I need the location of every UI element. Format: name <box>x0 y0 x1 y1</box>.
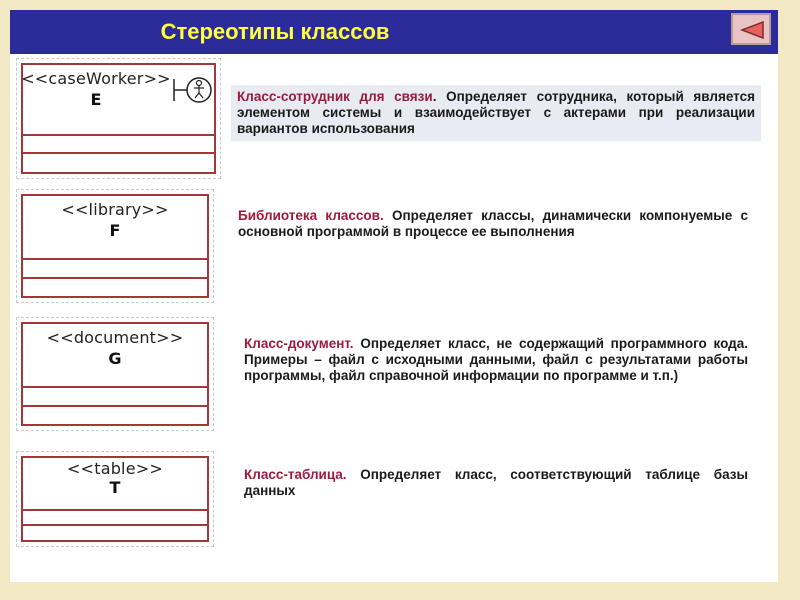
class-name: F <box>109 221 121 240</box>
actor-interface-icon <box>173 73 213 107</box>
description-library <box>238 208 748 240</box>
term-label: Класс-сотрудник для связи <box>237 89 433 104</box>
stereotype-label: <<library>> <box>61 200 169 219</box>
description-caseworker <box>231 85 761 141</box>
stereotype-label: <<table>> <box>67 459 163 478</box>
term-label: Библиотека классов. <box>238 208 384 223</box>
uml-class-library <box>21 194 209 298</box>
uml-class-document <box>21 322 209 426</box>
stereotype-label: <<caseWorker>> <box>21 69 171 88</box>
uml-class-table <box>21 456 209 542</box>
back-button[interactable] <box>731 13 771 45</box>
class-name: T <box>109 478 121 497</box>
slide-title: Стереотипы классов <box>160 19 390 44</box>
description-document <box>244 336 748 384</box>
triangle-left-icon <box>739 20 765 40</box>
title-bar <box>10 10 778 54</box>
description-table <box>244 467 748 499</box>
class-name: E <box>90 90 102 109</box>
description-text: Определяет классы, динамически компонуемые с основной программой в процессе ее выполнения <box>238 208 748 239</box>
description-text: . Определяет сотрудника, который является элементом системы и взаимодействует с актерами при реализации вариантов использования <box>237 89 755 136</box>
uml-class-caseworker <box>21 63 216 174</box>
term-label: Класс-таблица. <box>244 467 347 482</box>
stereotype-label: <<document>> <box>46 328 184 347</box>
description-text: Определяет класс, не содержащий программного кода. Примеры – файл с исходными данными, файл с результатами работы программы, файл справочной информации по программе и т.п.) <box>244 336 748 383</box>
term-label: Класс-документ. <box>244 336 354 351</box>
class-name: G <box>108 349 122 368</box>
description-text: Определяет класс, соответствующий таблице базы данных <box>244 467 748 498</box>
